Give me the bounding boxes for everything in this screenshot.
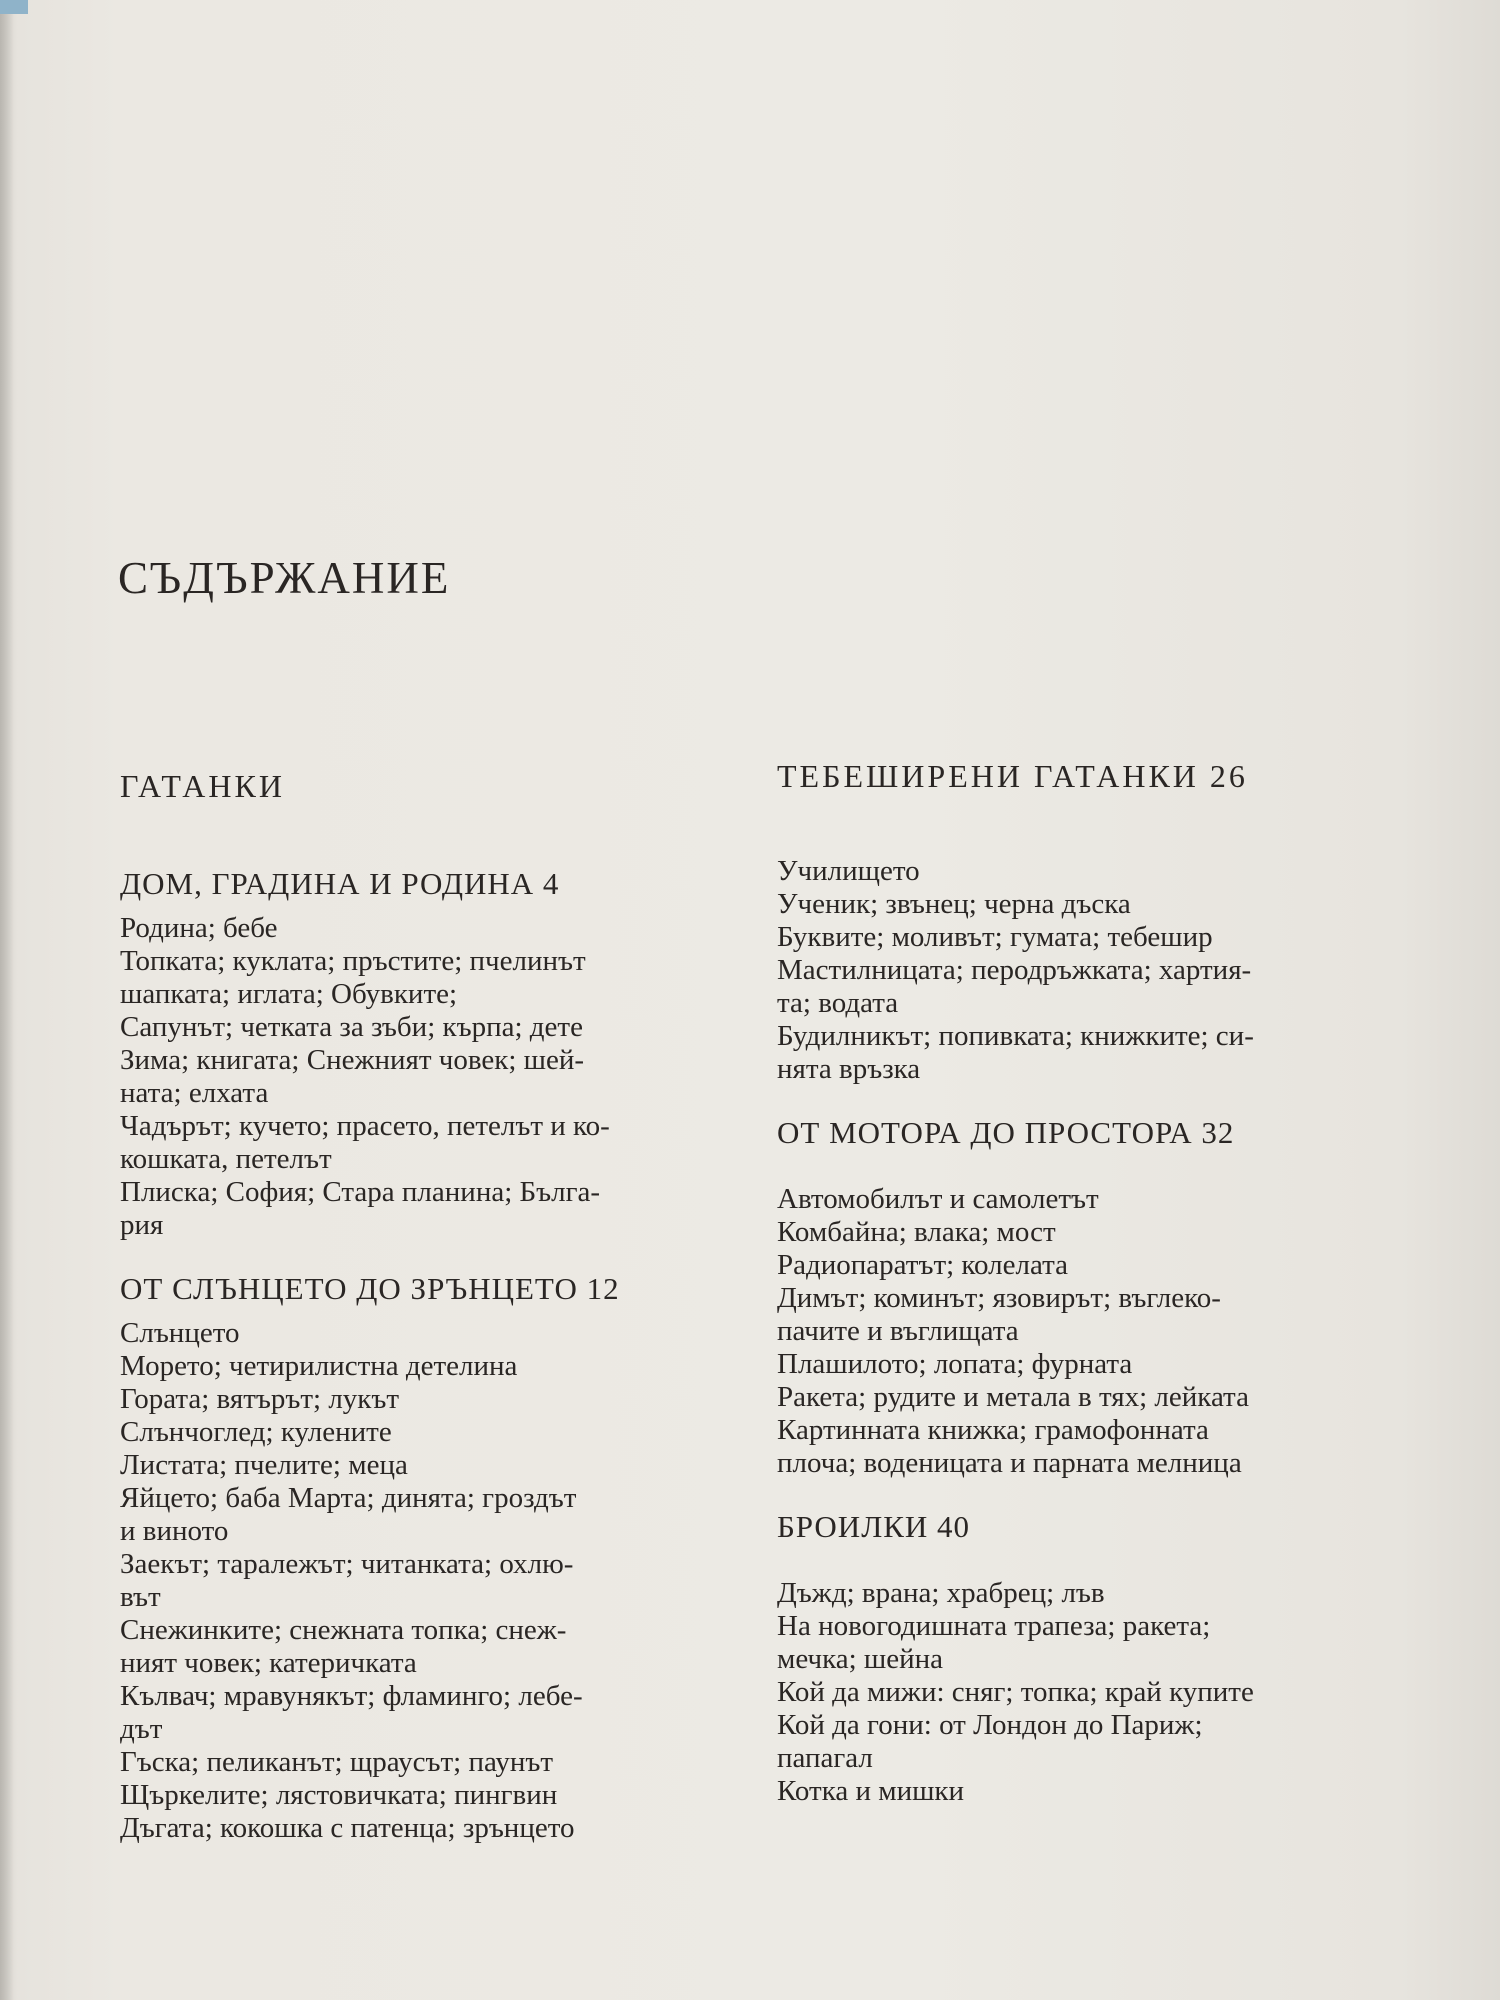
toc-entry: и виното — [120, 1515, 229, 1547]
toc-entry: рия — [120, 1209, 164, 1241]
toc-entry: Автомобилът и самолетът — [777, 1183, 1099, 1215]
toc-entry: та; водата — [777, 987, 899, 1019]
toc-entry: папагал — [777, 1742, 873, 1774]
toc-entry: Гъска; пеликанът; щраусът; паунът — [120, 1746, 554, 1778]
toc-entry: Дъгата; кокошка с патенца; зрънцето — [120, 1812, 575, 1844]
section-entries-school — [777, 855, 1377, 1086]
toc-entry: плоча; воденицата и парната мелница — [777, 1447, 1242, 1479]
toc-entry: Слънчоглед; кулените — [120, 1416, 392, 1448]
toc-entry: Картинната книжка; грамофонната — [777, 1414, 1209, 1446]
section-entries-counting — [777, 1577, 1377, 1808]
toc-right-column — [777, 760, 1377, 1838]
toc-entry: мечка; шейна — [777, 1643, 944, 1675]
section-entries-home — [120, 912, 720, 1242]
section-heading-counting: БРОИЛКИ 40 — [777, 1509, 971, 1544]
toc-entry: Зима; книгата; Снежният човек; шей- — [120, 1044, 585, 1076]
toc-entry: Родина; бебе — [120, 912, 278, 944]
page-title: СЪДЪРЖАНИЕ — [118, 553, 451, 603]
toc-entry: Яйцето; баба Марта; динята; гроздът — [120, 1482, 577, 1514]
toc-entry: Гората; вятърът; лукът — [120, 1383, 400, 1415]
toc-entry: вът — [120, 1581, 161, 1613]
toc-entry: Ракета; рудите и метала в тях; лейката — [777, 1381, 1249, 1413]
toc-entry: Чадърът; кучето; прасето, петелът и ко- — [120, 1110, 610, 1142]
part-heading-chalk-riddles: ТЕБЕШИРЕНИ ГАТАНКИ 26 — [777, 758, 1248, 794]
toc-entry: На новогодишната трапеза; ракета; — [777, 1610, 1211, 1642]
toc-entry: ната; елхата — [120, 1077, 269, 1109]
section-heading-sun: ОТ СЛЪНЦЕТО ДО ЗРЪНЦЕТО 12 — [120, 1271, 620, 1306]
toc-entry: Кой да гони: от Лондон до Париж; — [777, 1709, 1203, 1741]
toc-entry: шапката; иглата; Обувките; — [120, 978, 458, 1010]
toc-entry: Дъжд; врана; храбрец; лъв — [777, 1577, 1105, 1609]
toc-entry: Будилникът; попивката; книжките; си- — [777, 1020, 1254, 1052]
toc-entry: Радиопаратът; колелата — [777, 1249, 1069, 1281]
toc-entry: нята връзка — [777, 1053, 921, 1085]
toc-entry: Плашилото; лопата; фурната — [777, 1348, 1133, 1380]
corner-tab — [0, 0, 28, 14]
toc-entry: Кой да мижи: сняг; топка; край купите — [777, 1676, 1254, 1708]
toc-entry: Котка и мишки — [777, 1775, 965, 1807]
page-edge-shadow — [0, 0, 14, 2000]
toc-entry: Морето; четирилистна детелина — [120, 1350, 518, 1382]
section-entries-motor — [777, 1183, 1377, 1480]
toc-entry: Топката; куклата; пръстите; пчелинът — [120, 945, 586, 977]
toc-entry: Ученик; звънец; черна дъска — [777, 888, 1131, 920]
toc-entry: Заекът; таралежът; читанката; охлю- — [120, 1548, 574, 1580]
toc-entry: Димът; коминът; язовирът; въглеко- — [777, 1282, 1221, 1314]
section-heading-home: ДОМ, ГРАДИНА И РОДИНА 4 — [120, 866, 560, 901]
toc-entry: Плиска; София; Стара планина; Бълга- — [120, 1176, 601, 1208]
toc-entry: Училището — [777, 855, 920, 887]
toc-entry: пачите и въглищата — [777, 1315, 1019, 1347]
section-entries-sun — [120, 1317, 720, 1845]
toc-entry: Слънцето — [120, 1317, 240, 1349]
toc-entry: Листата; пчелите; меца — [120, 1449, 408, 1481]
toc-entry: дът — [120, 1713, 163, 1745]
toc-entry: Комбайна; влака; мост — [777, 1216, 1056, 1248]
toc-entry: Мастилницата; перодръжката; хартия- — [777, 954, 1252, 986]
section-heading-motor: ОТ МОТОРА ДО ПРОСТОРА 32 — [777, 1115, 1235, 1150]
toc-entry: Щъркелите; лястовичката; пингвин — [120, 1779, 558, 1811]
toc-entry: Сапунът; четката за зъби; кърпа; дете — [120, 1011, 583, 1043]
toc-entry: Кълвач; мравунякът; фламинго; лебе- — [120, 1680, 583, 1712]
toc-entry: Буквите; моливът; гумата; тебешир — [777, 921, 1213, 953]
toc-entry: кошката, петелът — [120, 1143, 332, 1175]
toc-entry: Снежинките; снежната топка; снеж- — [120, 1614, 567, 1646]
toc-entry: ният човек; катеричката — [120, 1647, 417, 1679]
part-heading-riddles: ГАТАНКИ — [120, 768, 285, 804]
toc-left-column — [120, 770, 720, 1875]
